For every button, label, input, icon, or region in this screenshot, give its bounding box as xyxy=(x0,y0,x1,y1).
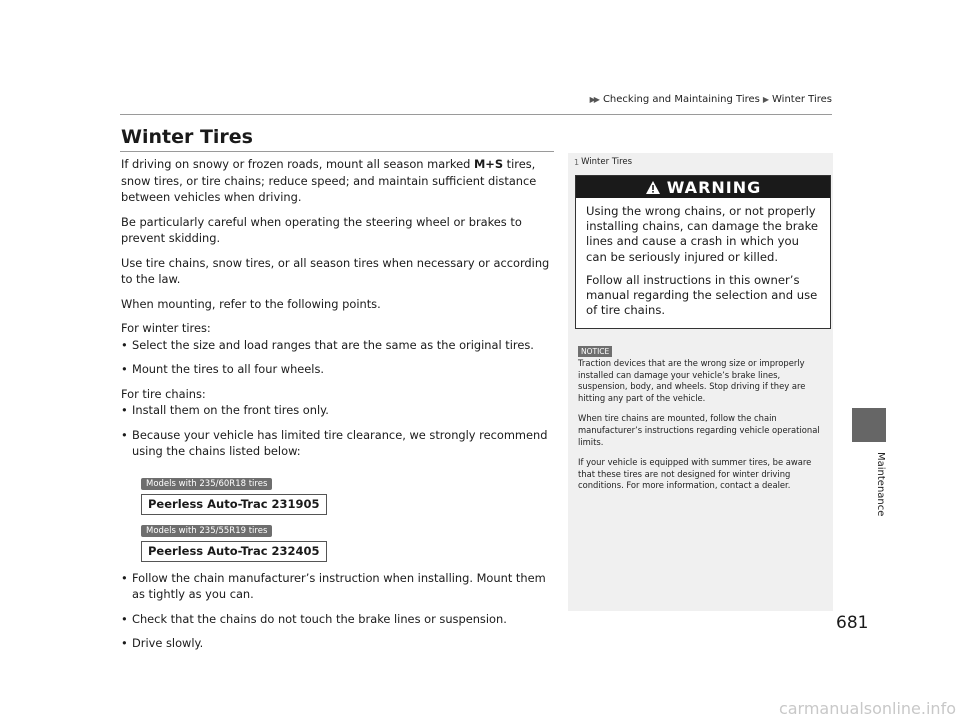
chain-product: Peerless Auto-Trac 231905 xyxy=(141,494,327,515)
breadcrumb-item-2[interactable]: Winter Tires xyxy=(772,94,832,105)
sidebar-heading: 1 Winter Tires xyxy=(574,157,633,167)
paragraph-law: Use tire chains, snow tires, or all season tires when necessary or according to the law. xyxy=(121,255,550,286)
warning-box xyxy=(575,175,831,329)
paragraph-mounting: When mounting, refer to the following points. xyxy=(121,296,381,311)
notice-section xyxy=(578,346,828,501)
list-item: • Check that the chains do not touch the brake lines or suspension. xyxy=(121,611,555,628)
model-tag: Models with 235/55R19 tires xyxy=(141,525,272,537)
list-item: • Follow the chain manufacturer’s instruction when installing. Mount them as tightly as you can. xyxy=(121,570,555,603)
breadcrumb-arrow-icon: ▶ xyxy=(762,95,768,104)
warning-triangle-icon xyxy=(645,180,661,195)
notice-text: If your vehicle is equipped with summer tires, be aware that these tires are not designed for winter driving conditions. For more information, contact a dealer. xyxy=(578,457,812,491)
section-tab[interactable] xyxy=(852,408,886,442)
page-title: Winter Tires xyxy=(121,126,253,148)
main-content xyxy=(121,156,555,660)
note-marker-icon: 1 xyxy=(574,157,580,167)
list-item: • Install them on the front tires only. xyxy=(121,402,555,419)
notice-text: Traction devices that are the wrong size or improperly installed can damage your vehicle’s brake lines, suspension, body, and wheels. Stop driving if they are hitting any part of the vehicle. xyxy=(578,358,806,403)
watermark: carmanualsonline.info xyxy=(778,699,956,718)
model-tag: Models with 235/60R18 tires xyxy=(141,478,272,490)
warning-text: Follow all instructions in this owner’s manual regarding the selection and use of tire chains. xyxy=(586,272,818,318)
winter-tires-heading: For winter tires: xyxy=(121,321,211,335)
header-divider xyxy=(120,114,832,115)
warning-header xyxy=(576,176,830,198)
title-divider xyxy=(120,151,554,152)
list-item: • Select the size and load ranges that are the same as the original tires. xyxy=(121,337,555,354)
breadcrumb xyxy=(590,94,832,105)
warning-title: WARNING xyxy=(666,177,762,197)
list-item: • Mount the tires to all four wheels. xyxy=(121,361,555,378)
paragraph-skidding: Be particularly careful when operating the steering wheel or brakes to prevent skidding. xyxy=(121,214,522,245)
ms-mark: M+S xyxy=(473,157,504,171)
tire-chains-heading: For tire chains: xyxy=(121,386,206,401)
breadcrumb-arrow-icon: ▶▶ xyxy=(589,95,598,104)
notice-text: When tire chains are mounted, follow the chain manufacturer’s instructions regarding vehicle operational limits. xyxy=(578,413,820,447)
chain-product: Peerless Auto-Trac 232405 xyxy=(141,541,327,562)
page-number: 681 xyxy=(836,613,869,633)
section-tab-label: Maintenance xyxy=(875,452,886,517)
breadcrumb-item-1[interactable]: Checking and Maintaining Tires xyxy=(602,94,760,105)
list-item: • Because your vehicle has limited tire clearance, we strongly recommend using the chains listed below: xyxy=(121,427,555,460)
warning-text: Using the wrong chains, or not properly installing chains, can damage the brake lines and cause a crash in which you can be seriously injured or killed. xyxy=(586,204,819,264)
list-item: • Drive slowly. xyxy=(121,635,555,652)
intro-paragraph: If driving on snowy or frozen roads, mount all season marked M+S tires, snow tires, or tire chains; reduce speed; and maintain sufficient distance between vehicles when driving. xyxy=(121,157,537,204)
notice-badge: NOTICE xyxy=(578,346,612,357)
